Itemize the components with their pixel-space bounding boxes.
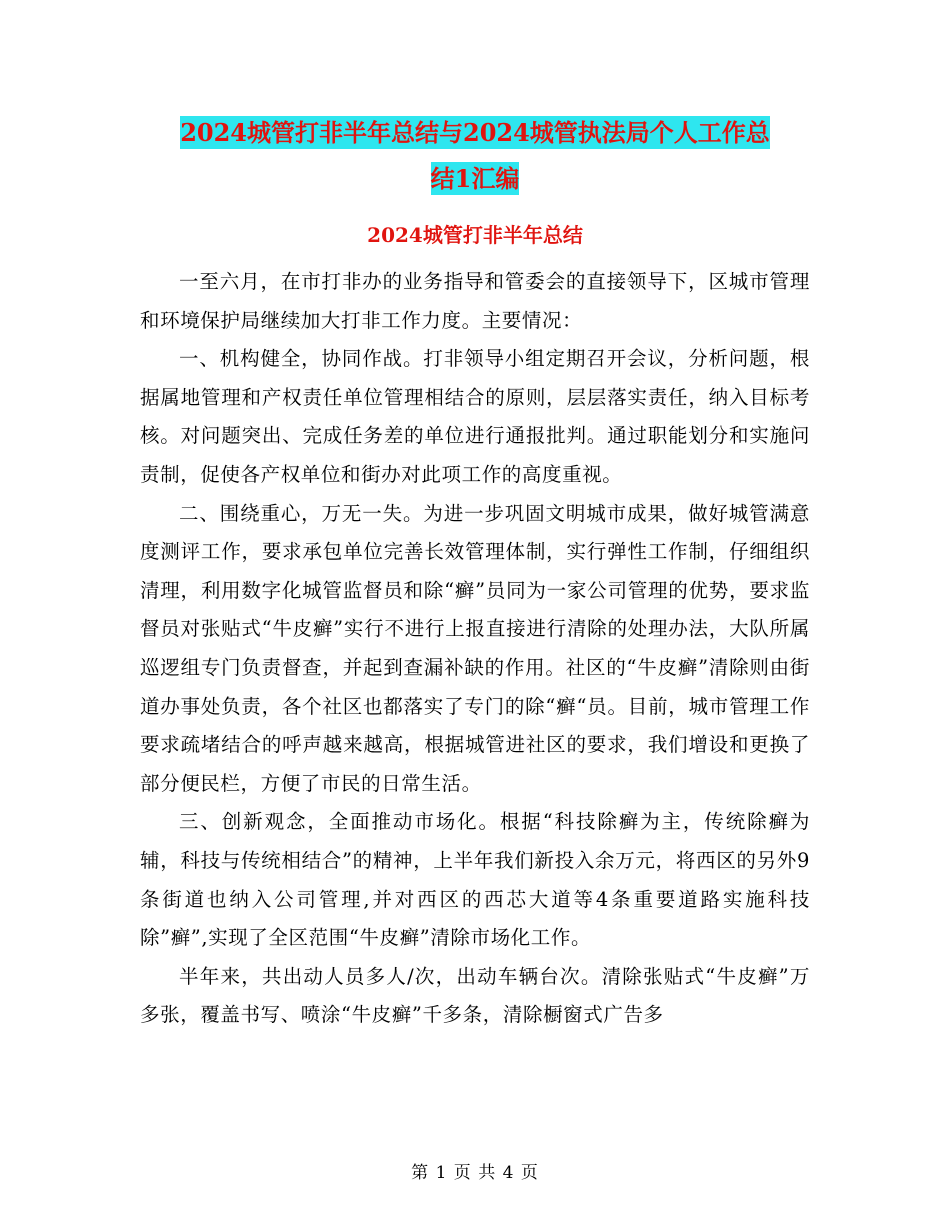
page-footer: 第 1 页 共 4 页 — [411, 1163, 539, 1183]
document-title-line-1: 2024城管打非半年总结与2024城管执法局个人工作总 — [180, 118, 770, 147]
paragraph-summary: 半年来，共出动人员多人/次，出动车辆台次。清除张贴式“牛皮癣”万多张，覆盖书写、喷涂“牛皮癣”千多条，清除橱窗式广告多 — [140, 964, 810, 1027]
document-title — [140, 110, 810, 202]
section-title: 2024城管打非半年总结 — [367, 223, 583, 247]
paragraph-focus: 二、围绕重心，万无一失。为进一步巩固文明城市成果，做好城管满意度测评工作，要求承包单位完善长效管理体制，实行弹性工作制，仔细组织清理，利用数字化城管监督员和除“癣”员同为一家公司管理的优势，要求监督员对张贴式“牛皮癣”实行不进行上报直接进行清除的处理办法，大队所属巡逻组专门负责督查，并起到查漏补缺的作用。社区的“牛皮癣”清除则由街道办事处负责，各个社区也都落实了专门的除“癣“员。目前，城市管理工作要求疏堵结合的呼声越来越高，根据城管进社区的要求，我们增设和更换了部分便民栏，方便了市民的日常生活。 — [140, 501, 810, 795]
paragraph-intro: 一至六月，在市打非办的业务指导和管委会的直接领导下，区城市管理和环境保护局继续加大打非工作力度。主要情况： — [140, 270, 810, 332]
document-title-line-2: 结1汇编 — [430, 164, 520, 193]
paragraph-innovation: 三、创新观念，全面推动市场化。根据“科技除癣为主，传统除癣为辅，科技与传统相结合”的精神，上半年我们新投入余万元，将西区的另外9条街道也纳入公司管理,并对西区的西芯大道等4条重要道路实施科技除”癣”,实现了全区范围“牛皮癣”清除市场化工作。 — [140, 810, 810, 950]
document-body — [140, 263, 810, 1035]
paragraph-organization: 一、机构健全，协同作战。打非领导小组定期召开会议，分析问题，根据属地管理和产权责任单位管理相结合的原则，层层落实责任，纳入目标考核。对问题突出、完成任务差的单位进行通报批判。通过职能划分和实施问责制，促使各产权单位和街办对此项工作的高度重视。 — [140, 347, 810, 486]
